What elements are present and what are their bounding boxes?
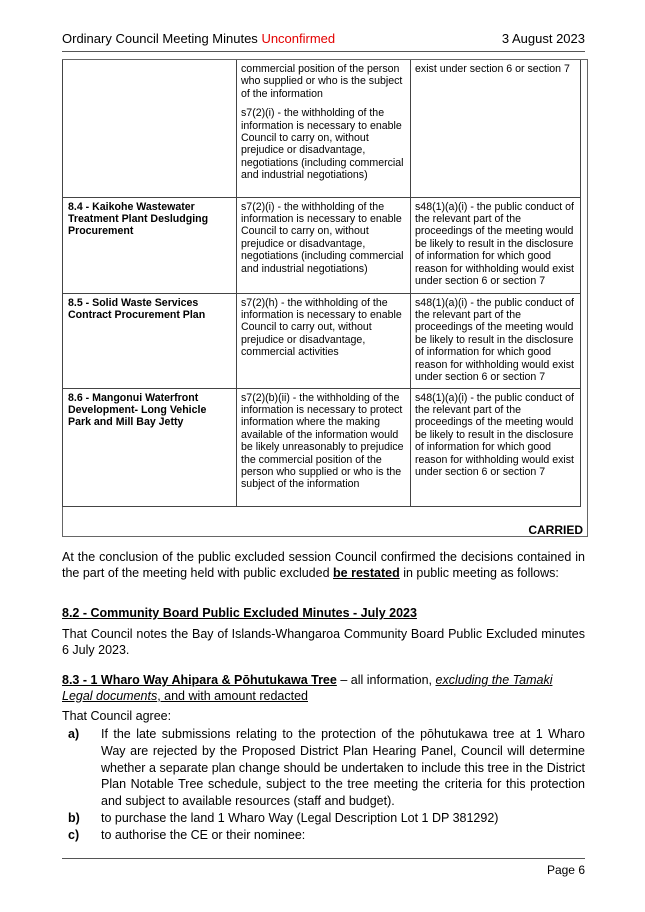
header-divider — [62, 51, 585, 52]
reason-cell — [237, 388, 411, 506]
section-heading: 8.3 - 1 Wharo Way Ahipara & Pōhutukawa Tree — [62, 673, 337, 687]
meeting-date: 3 August 2023 — [501, 31, 585, 46]
reason-cell — [237, 197, 411, 293]
table-row — [63, 60, 581, 197]
reason-cell — [237, 60, 411, 197]
list-item-label: a) — [68, 727, 80, 741]
table-row — [63, 388, 581, 506]
reason-paragraph: commercial position of the person who supplied or who is the subject of the information — [241, 63, 403, 100]
conclusion-text: At the conclusion of the public excluded session Council confirmed the decisions contained in the part of the meeting held with public excluded — [62, 550, 585, 580]
ground-cell: s48(1)(a)(i) - the public conduct of the relevant part of the proceedings of the meeting would be likely to result in the disclosure of information for which good reason for withholding would exist under section 6 or section 7 — [411, 388, 581, 506]
table-row — [63, 197, 581, 293]
reason-paragraph: s7(2)(h) - the withholding of the information is necessary to enable Council to carry out, without prejudice or disadvantage, commercial activities — [241, 296, 402, 359]
paragraph-gap — [241, 100, 406, 107]
ground-cell: s48(1)(a)(i) - the public conduct of the relevant part of the proceedings of the meeting would be likely to result in the disclosure of information for which good reason for withholding would exist under section 6 or section 7 — [411, 293, 581, 388]
list-item-label: b) — [68, 810, 80, 825]
list-item-text: If the late submissions relating to the protection of the pōhutukawa tree at 1 Wharo Way are rejected by the Proposed District Plan Hearing Panel, Council will determine whether a separate plan change should be undertaken to include this tree in the District Plan Notable Tree schedule, subject to the tree meeting the criteria for this protection and subject to available resources (staff and budget). — [101, 727, 585, 809]
ground-cell: s48(1)(a)(i) - the public conduct of the relevant part of the proceedings of the meeting would be likely to result in the disclosure of information for which good reason for withholding would exist under section 6 or section 7 — [411, 197, 581, 293]
section-subtitle-end: , and with amount redacted — [157, 688, 308, 703]
section-heading: 8.2 - Community Board Public Excluded Minutes - July 2023 — [62, 606, 417, 620]
conclusion-text-end: in public meeting as follows: — [399, 565, 559, 580]
conclusion-paragraph — [62, 550, 585, 581]
ground-cell: exist under section 6 or section 7 — [411, 60, 581, 197]
item-cell: 8.5 - Solid Waste Services Contract Procurement Plan — [63, 293, 237, 388]
conclusion-emphasis: be restated — [333, 565, 400, 580]
section-8-2-body: That Council notes the Bay of Islands-Whangaroa Community Board Public Excluded minutes 6 July 2023. — [62, 627, 585, 657]
header-left — [62, 31, 335, 46]
section-8-3-heading — [62, 673, 585, 704]
item-cell — [63, 60, 237, 197]
section-8-2-heading — [62, 606, 585, 622]
item-cell: 8.6 - Mangonui Waterfront Development- Long Vehicle Park and Mill Bay Jetty — [63, 388, 237, 506]
section-subtitle-emphasis: excluding the Tamaki Legal documents — [62, 673, 553, 703]
excluded-items-table — [62, 60, 581, 507]
list-item-text: to purchase the land 1 Wharo Way (Legal Description Lot 1 DP 381292) — [101, 810, 499, 825]
reason-paragraph: s7(2)(i) - the withholding of the information is necessary to enable Council to carry on, without prejudice or disadvantage, negotiations (including commercial and industrial negotiations) — [241, 107, 404, 182]
document-title: Ordinary Council Meeting Minutes — [62, 31, 258, 46]
section-subtitle: – all information, — [336, 673, 436, 687]
list-item — [68, 810, 585, 827]
list-item — [68, 827, 585, 844]
reason-paragraph: s7(2)(i) - the withholding of the information is necessary to enable Council to carry on, without prejudice or disadvantage, negotiations (including commercial and industrial negotiations) — [241, 200, 404, 275]
footer-divider — [62, 858, 585, 859]
list-item — [68, 726, 585, 810]
reason-cell — [237, 293, 411, 388]
status-label: Unconfirmed — [261, 31, 336, 46]
carried-label: CARRIED — [528, 523, 583, 537]
reason-paragraph: s7(2)(b)(ii) - the withholding of the information is necessary to protect information where the making available of the information would be likely unreasonably to prejudice the commercial position of the person who supplied or who is the subject of the information — [241, 391, 404, 491]
resolution-list — [68, 726, 585, 844]
list-item-label: c) — [68, 827, 80, 842]
page-number: Page 6 — [546, 863, 585, 877]
table-row — [63, 293, 581, 388]
page-header — [62, 31, 585, 51]
section-8-3-intro: That Council agree: — [62, 709, 172, 723]
list-item-text: to authorise the CE or their nominee: — [101, 827, 306, 842]
item-cell: 8.4 - Kaikohe Wastewater Treatment Plant Desludging Procurement — [63, 197, 237, 293]
